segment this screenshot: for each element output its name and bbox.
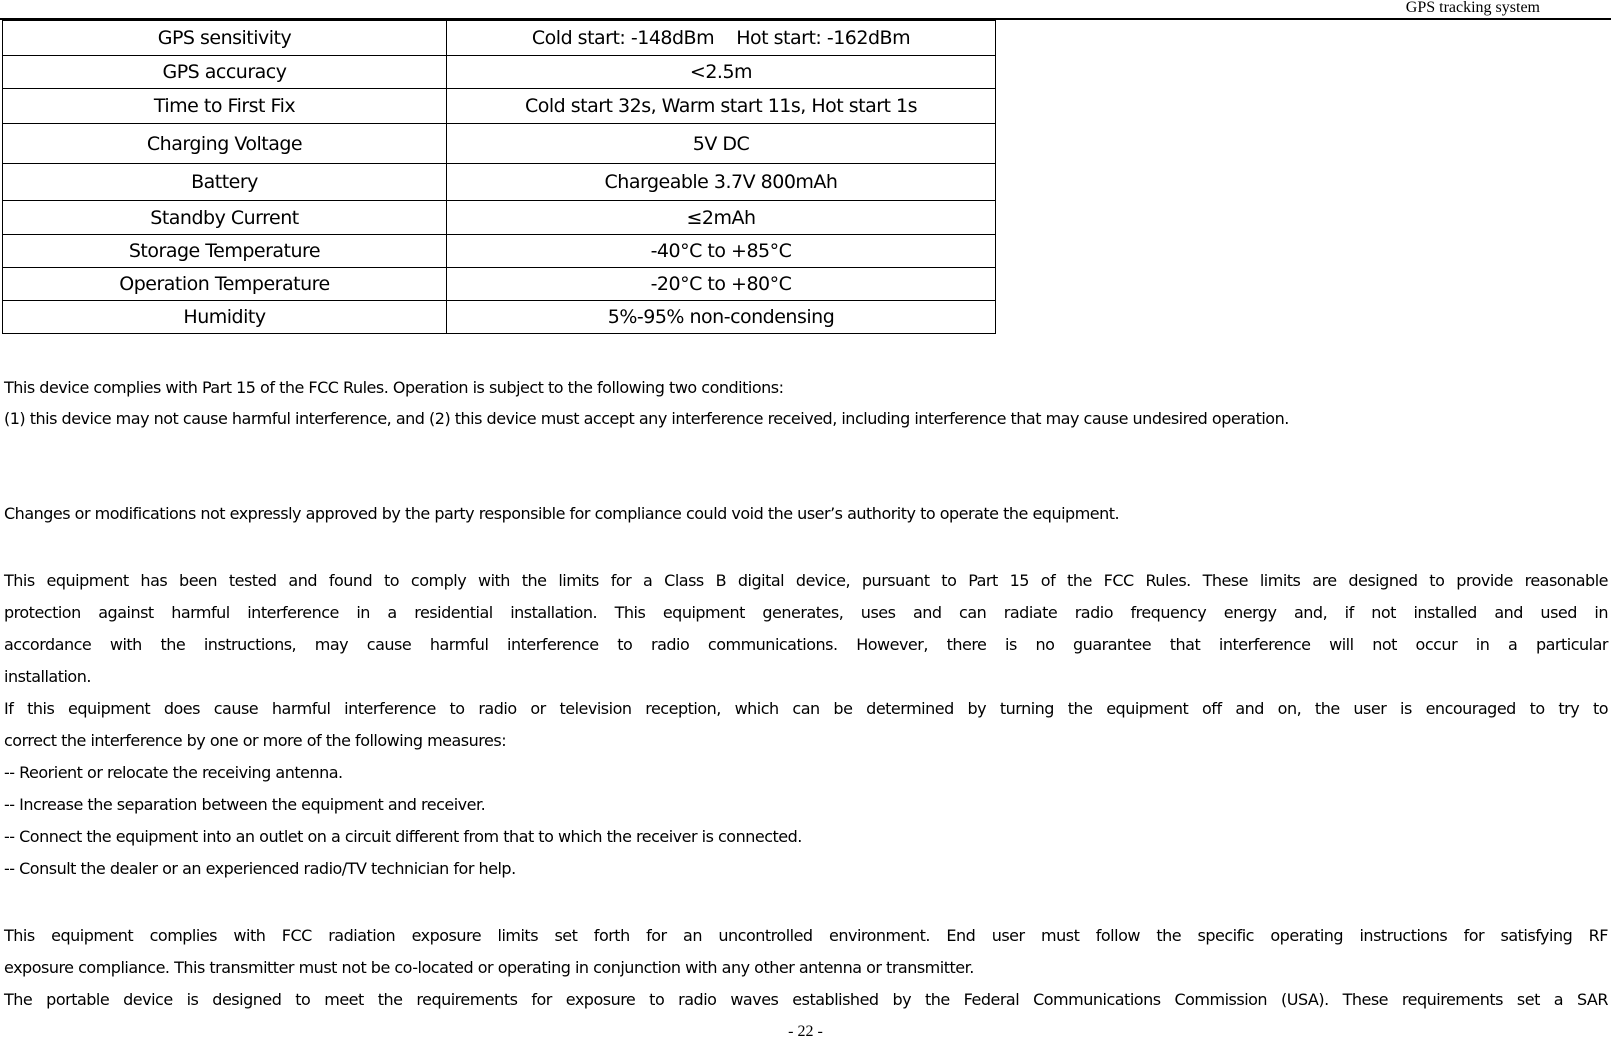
- spec-label: GPS accuracy: [3, 56, 447, 89]
- table-row: [3, 235, 996, 268]
- paragraph-line: accordance with the instructions, may cause harmful interference to radio communications. However, there is no guarantee that interference will not occur in a particular: [4, 635, 1608, 654]
- paragraph-line: exposure compliance. This transmitter must not be co-located or operating in conjunction with any other antenna or transmitter.: [4, 958, 974, 977]
- spec-value: 5%-95% non-condensing: [447, 301, 996, 334]
- measure-item: -- Increase the separation between the equipment and receiver.: [4, 795, 486, 814]
- class-b-paragraph: [4, 565, 1608, 885]
- paragraph-line: This equipment complies with FCC radiation exposure limits set forth for an uncontrolled environment. End user must follow the specific operating instructions for satisfying RF: [4, 926, 1608, 945]
- spec-table: [2, 20, 996, 334]
- measure-item: -- Connect the equipment into an outlet on a circuit different from that to which the receiver is connected.: [4, 827, 802, 846]
- fcc-intro: This device complies with Part 15 of the FCC Rules. Operation is subject to the following two conditions:: [4, 378, 784, 397]
- spec-label: Standby Current: [3, 201, 447, 235]
- spec-value: ≤2mAh: [447, 201, 996, 235]
- spec-value: 5V DC: [447, 124, 996, 164]
- spec-label: Battery: [3, 164, 447, 201]
- page-number: - 22 -: [788, 1023, 823, 1040]
- changes-notice: Changes or modifications not expressly approved by the party responsible for compliance could void the user’s authority to operate the equipment.: [4, 504, 1120, 523]
- paragraph-line: protection against harmful interference in a residential installation. This equipment generates, uses and can radiate radio frequency energy and, if not installed and used in: [4, 603, 1608, 622]
- spec-value: Chargeable 3.7V 800mAh: [447, 164, 996, 201]
- measure-item: -- Reorient or relocate the receiving antenna.: [4, 763, 343, 782]
- spec-label: Storage Temperature: [3, 235, 447, 268]
- header-title: GPS tracking system: [1405, 0, 1540, 16]
- table-row: [3, 89, 996, 124]
- spec-label: GPS sensitivity: [3, 21, 447, 56]
- paragraph-line: correct the interference by one or more of the following measures:: [4, 731, 507, 750]
- spec-label: Charging Voltage: [3, 124, 447, 164]
- paragraph-line: The portable device is designed to meet the requirements for exposure to radio waves established by the Federal Communications Commission (USA). These requirements set a SAR: [4, 990, 1608, 1009]
- paragraph-line: If this equipment does cause harmful interference to radio or television reception, which can be determined by turning the equipment off and on, the user is encouraged to try to: [4, 699, 1608, 718]
- spec-value: Cold start: -148dBm Hot start: -162dBm: [447, 21, 996, 56]
- table-row: [3, 56, 996, 89]
- spec-value: -20°C to +80°C: [447, 268, 996, 301]
- spec-value: -40°C to +85°C: [447, 235, 996, 268]
- rf-exposure-paragraph: [4, 920, 1608, 1016]
- spec-value: Cold start 32s, Warm start 11s, Hot start 1s: [447, 89, 996, 124]
- table-row: [3, 201, 996, 235]
- paragraph-line: This equipment has been tested and found to comply with the limits for a Class B digital device, pursuant to Part 15 of the FCC Rules. These limits are designed to provide reasonable: [4, 571, 1608, 590]
- spec-label: Operation Temperature: [3, 268, 447, 301]
- table-row: [3, 164, 996, 201]
- measure-item: -- Consult the dealer or an experienced radio/TV technician for help.: [4, 859, 516, 878]
- spec-label: Time to First Fix: [3, 89, 447, 124]
- table-row: [3, 301, 996, 334]
- paragraph-line: installation.: [4, 667, 91, 686]
- table-row: [3, 268, 996, 301]
- spec-label: Humidity: [3, 301, 447, 334]
- spec-value: <2.5m: [447, 56, 996, 89]
- table-row: [3, 21, 996, 56]
- fcc-conditions: (1) this device may not cause harmful interference, and (2) this device must accept any interference received, including interference that may cause undesired operation.: [4, 409, 1289, 428]
- table-row: [3, 124, 996, 164]
